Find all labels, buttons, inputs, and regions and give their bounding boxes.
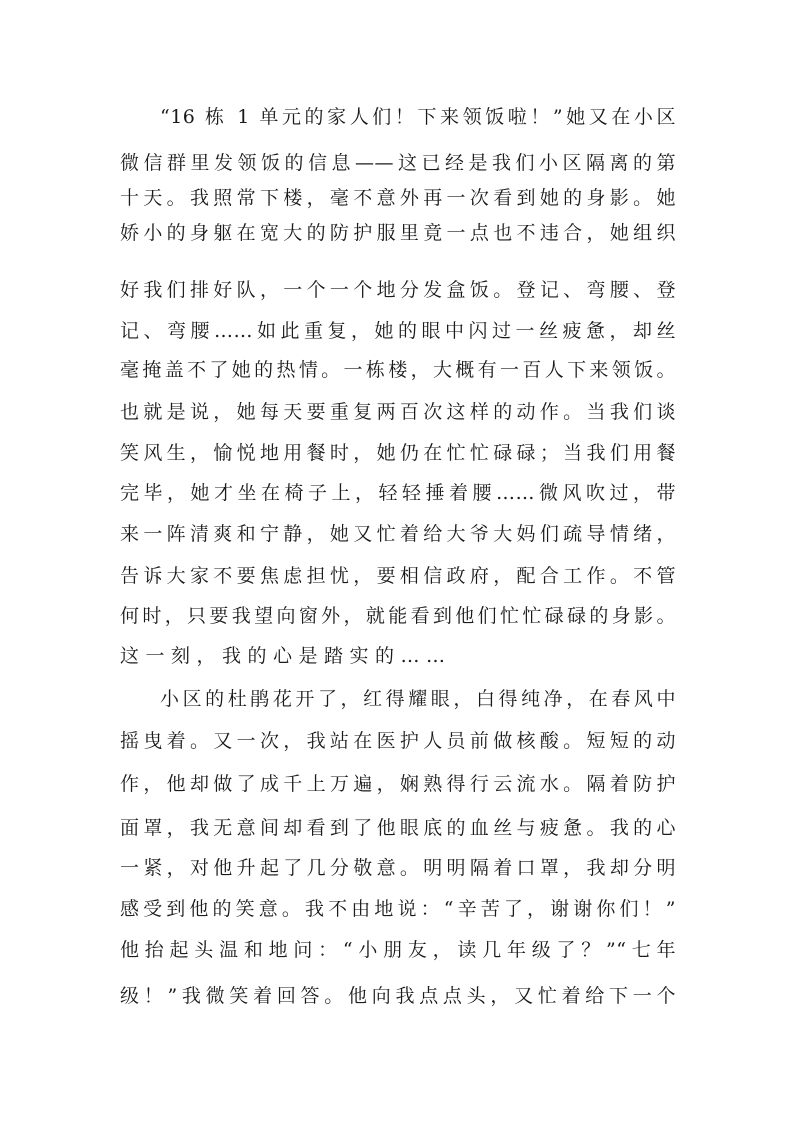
paragraph-1-line-5: 好我们排好队，一个一个地分发盒饭。登记、弯腰、登: [120, 279, 676, 301]
paragraph-1-line-6: 记、弯腰……如此重复，她的眼中闪过一丝疲惫，却丝: [120, 320, 676, 342]
paragraph-2-line-2: 摇曳着。又一次，我站在医护人员前做核酸。短短的动: [120, 730, 676, 752]
paragraph-1-line-8: 也就是说，她每天要重复两百次这样的动作。当我们谈: [120, 401, 676, 423]
paragraph-1-line-14: 这一刻，我的心是踏实的……: [120, 645, 452, 667]
paragraph-1-line-1: “16 栋 1 单元的家人们！下来领饭啦！”她又在小区: [160, 106, 676, 128]
paragraph-1-line-4: 娇小的身躯在宽大的防护服里竟一点也不违合，她组织: [120, 222, 676, 244]
paragraph-2-line-1: 小区的杜鹃花开了，红得耀眼，白得纯净，在春风中: [160, 688, 676, 710]
paragraph-1-line-7: 毫掩盖不了她的热情。一栋楼，大概有一百人下来领饭。: [120, 359, 676, 381]
paragraph-2-line-6: 感受到他的笑意。我不由地说：“辛苦了，谢谢你们！”: [120, 898, 676, 920]
paragraph-1-line-3: 十天。我照常下楼，毫不意外再一次看到她的身影。她: [120, 187, 676, 209]
paragraph-1-line-11: 来一阵清爽和宁静，她又忙着给大爷大妈们疏导情绪，: [120, 523, 676, 545]
paragraph-1-line-13: 何时，只要我望向窗外，就能看到他们忙忙碌碌的身影。: [120, 605, 676, 627]
paragraph-2-line-8: 级！”我微笑着回答。他向我点点头，又忙着给下一个: [120, 985, 676, 1007]
paragraph-2-line-7: 他抬起头温和地问：“小朋友，读几年级了？”“七年: [120, 939, 676, 961]
paragraph-2-line-5: 一紧，对他升起了几分敬意。明明隔着口罩，我却分明: [120, 857, 676, 879]
paragraph-2-line-3: 作，他却做了成千上万遍，娴熟得行云流水。隔着防护: [120, 773, 676, 795]
paragraph-2-line-4: 面罩，我无意间却看到了他眼底的血丝与疲惫。我的心: [120, 817, 676, 839]
paragraph-1-line-10: 完毕，她才坐在椅子上，轻轻捶着腰……微风吹过，带: [120, 482, 676, 504]
paragraph-1-line-9: 笑风生，愉悦地用餐时，她仍在忙忙碌碌；当我们用餐: [120, 442, 676, 464]
paragraph-1-line-2: 微信群里发领饭的信息——这已经是我们小区隔离的第: [120, 152, 676, 174]
paragraph-1-line-12: 告诉大家不要焦虑担忧，要相信政府，配合工作。不管: [120, 565, 676, 587]
